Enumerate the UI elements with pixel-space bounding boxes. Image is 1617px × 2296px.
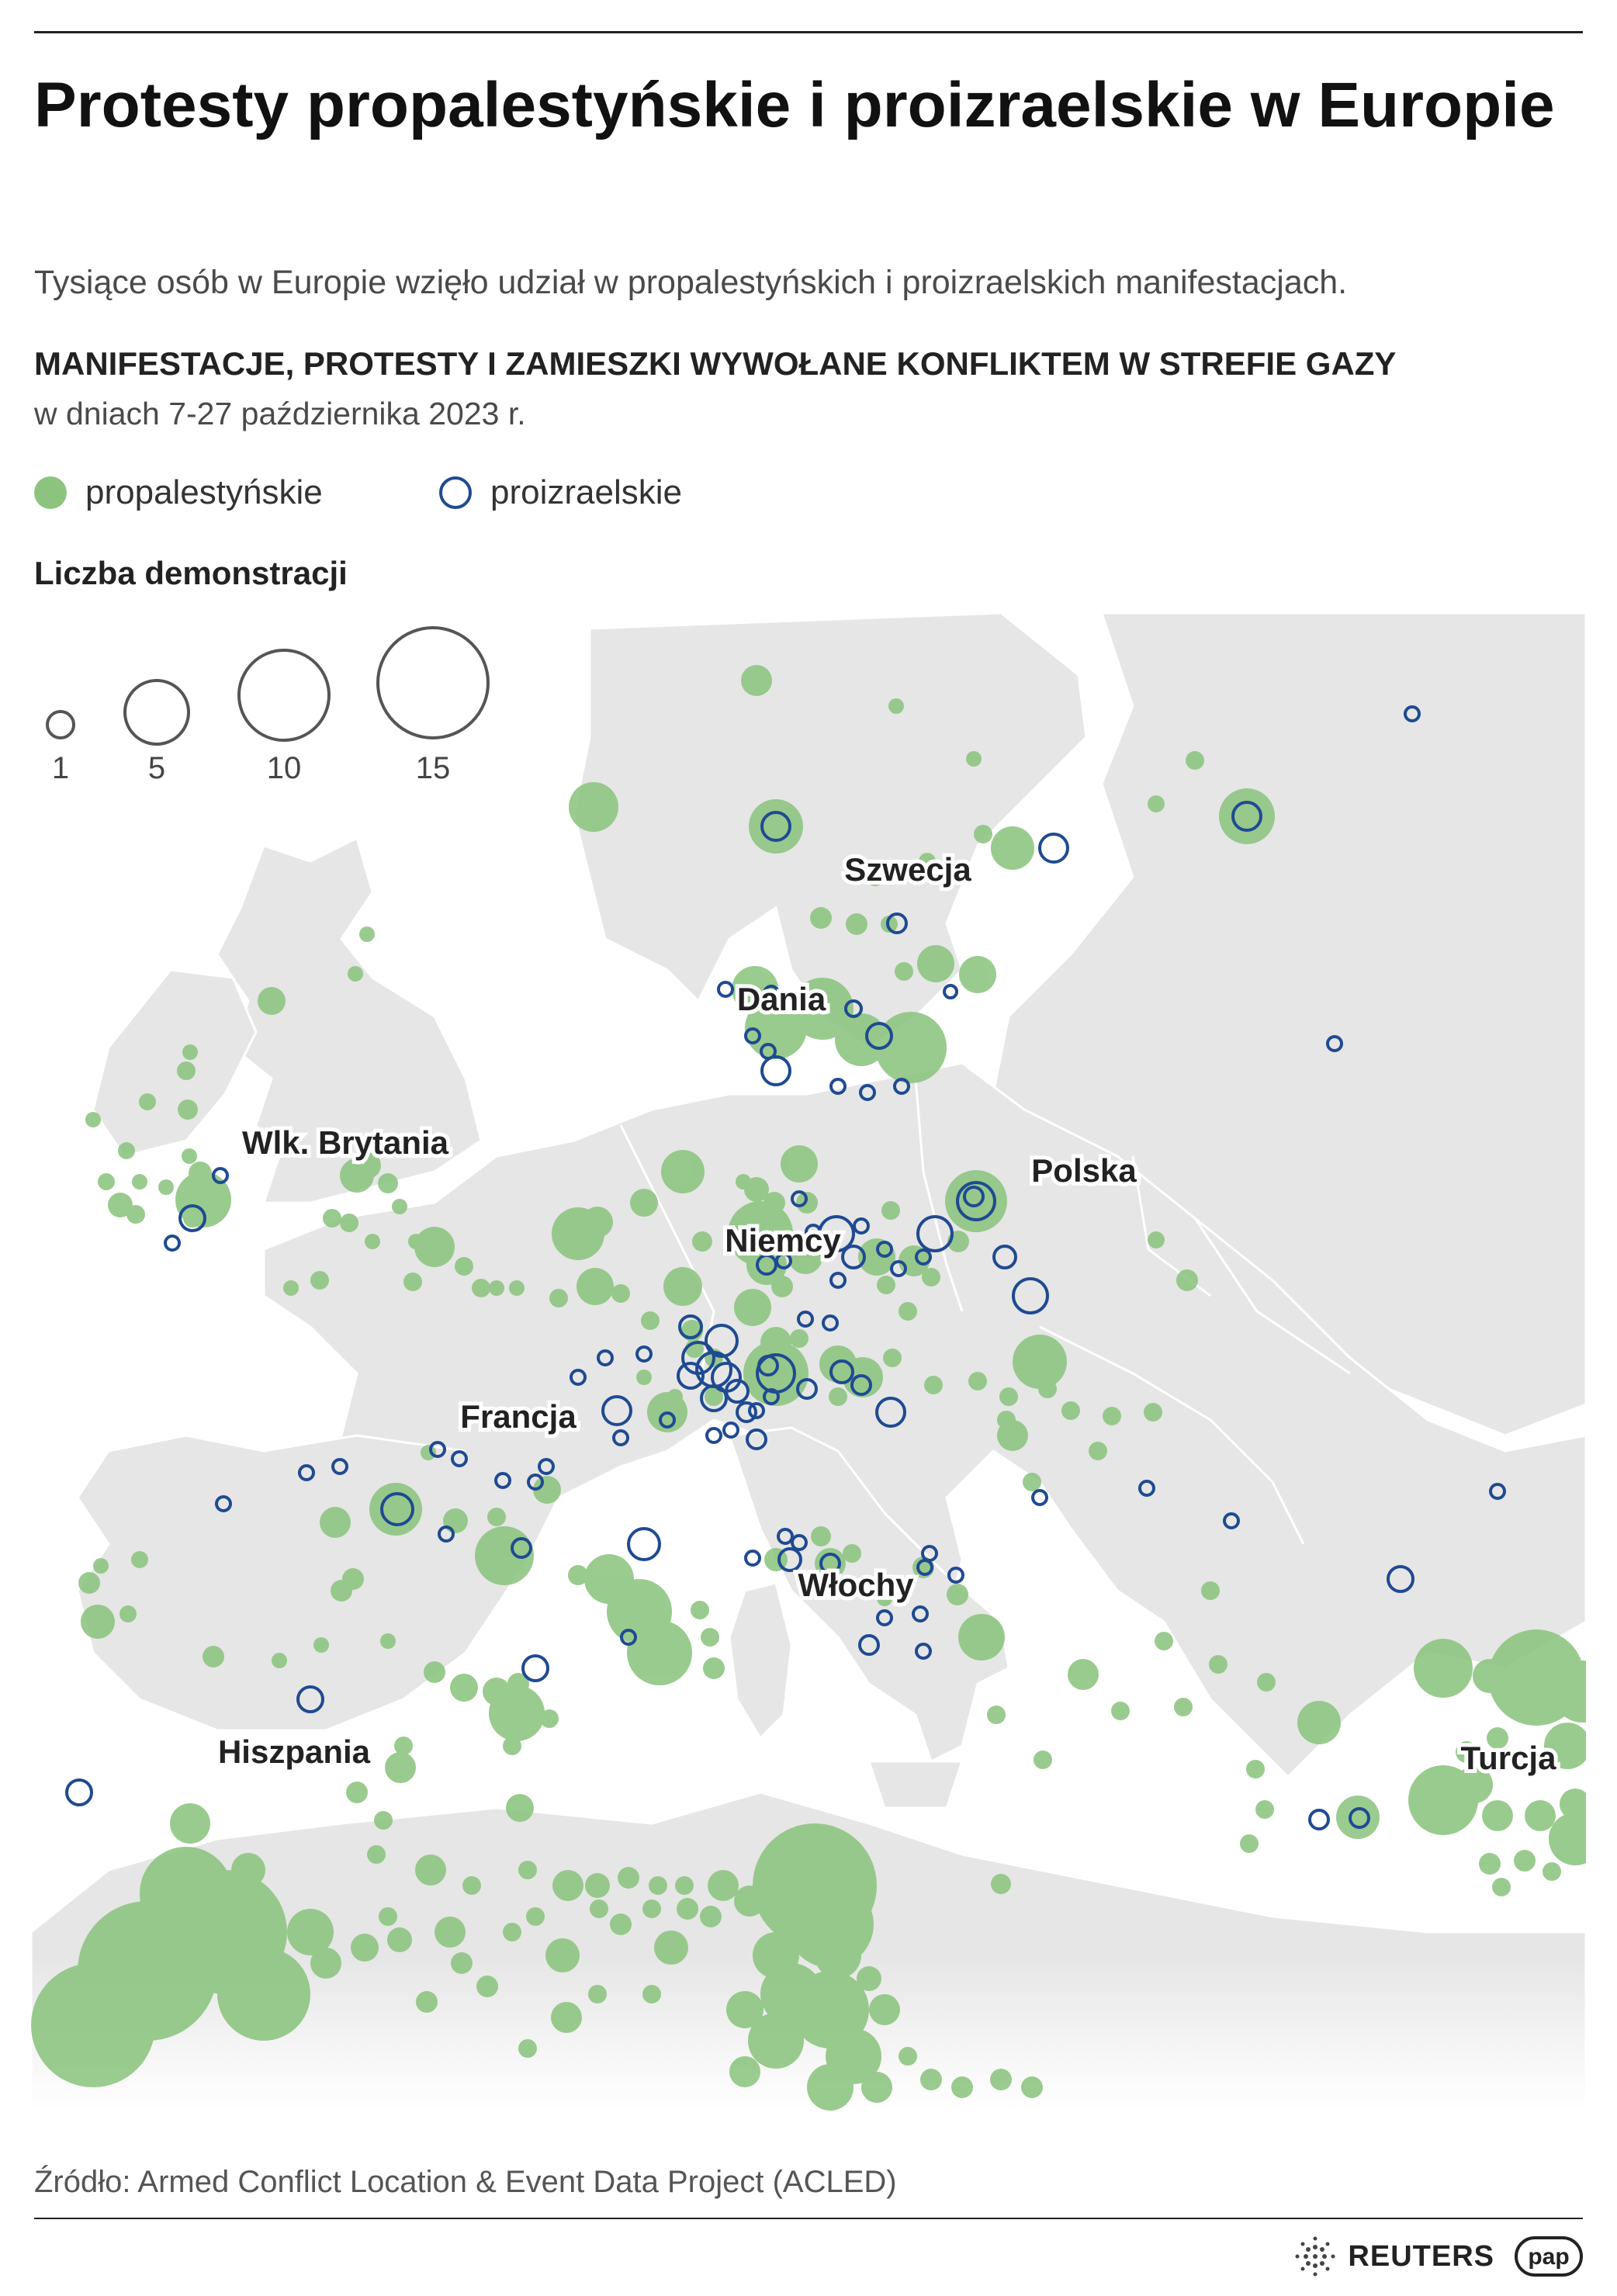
pro-palestinian-marker xyxy=(815,1932,861,1979)
pro-israeli-marker xyxy=(707,1429,721,1442)
pro-palestinian-marker xyxy=(582,1207,613,1238)
pro-palestinian-marker xyxy=(924,1376,943,1394)
pro-palestinian-marker xyxy=(577,1268,614,1305)
pro-israeli-marker xyxy=(165,1236,179,1250)
pro-palestinian-marker xyxy=(450,1674,478,1702)
pro-palestinian-marker xyxy=(374,1811,393,1830)
pro-palestinian-marker xyxy=(568,1565,588,1585)
pro-palestinian-marker xyxy=(829,1387,847,1406)
pro-israeli-marker xyxy=(944,985,957,998)
pro-palestinian-marker xyxy=(170,1803,210,1844)
pro-palestinian-marker xyxy=(700,1906,722,1927)
pro-palestinian-marker xyxy=(476,1976,498,1997)
reuters-wordmark: REUTERS xyxy=(1348,2239,1494,2273)
pro-palestinian-marker xyxy=(1543,1862,1561,1881)
page-subtitle: Tysiące osób w Europie wzięło udział w propalestyńskich i proizraelskich manifestacjach. xyxy=(34,264,1348,301)
label-germany: Niemcy xyxy=(725,1222,841,1259)
size-legend-circle-5 xyxy=(125,680,189,744)
size-legend-label-1: 1 xyxy=(51,751,70,785)
pro-palestinian-marker xyxy=(78,1572,100,1594)
pro-israeli-marker xyxy=(67,1780,92,1805)
pro-palestinian-marker xyxy=(569,782,618,832)
pro-palestinian-marker xyxy=(649,1876,667,1895)
pro-palestinian-marker xyxy=(990,2069,1012,2090)
pro-palestinian-marker xyxy=(1176,1269,1198,1291)
pro-palestinian-marker xyxy=(351,1934,379,1962)
pro-palestinian-marker xyxy=(1414,1639,1473,1698)
pro-palestinian-marker xyxy=(661,1150,705,1193)
pro-palestinian-marker xyxy=(1297,1701,1341,1744)
pro-palestinian-marker xyxy=(947,1584,968,1605)
pro-israeli-marker xyxy=(718,982,732,996)
pro-palestinian-marker xyxy=(807,2064,854,2111)
pro-palestinian-marker xyxy=(118,1142,135,1159)
pro-israeli-marker xyxy=(1040,834,1068,862)
pro-palestinian-marker xyxy=(883,1349,902,1367)
pro-palestinian-marker xyxy=(966,751,982,767)
pro-palestinian-marker xyxy=(1209,1655,1227,1674)
pro-palestinian-marker xyxy=(781,1145,818,1183)
pro-israeli-marker xyxy=(1310,1810,1328,1829)
pro-palestinian-marker xyxy=(796,1192,818,1214)
label-denmark: Dania xyxy=(736,981,826,1017)
pro-palestinian-marker xyxy=(177,1061,196,1080)
pro-palestinian-marker xyxy=(899,1302,917,1321)
pro-palestinian-marker xyxy=(920,2069,942,2090)
pro-palestinian-marker xyxy=(506,1794,534,1822)
size-legend-label-15: 15 xyxy=(415,751,451,785)
pro-palestinian-marker xyxy=(974,825,992,843)
pro-palestinian-marker xyxy=(380,1633,396,1649)
pro-palestinian-marker xyxy=(1103,1407,1121,1425)
pro-palestinian-marker xyxy=(1144,1403,1162,1422)
page-title: Protesty propalestyńskie i proizraelskie w Europie xyxy=(34,70,1555,140)
pro-palestinian-marker xyxy=(139,1093,156,1110)
pro-palestinian-marker xyxy=(1023,1473,1041,1491)
blue-ring-icon xyxy=(439,476,472,509)
land-ireland xyxy=(93,970,256,1156)
pro-palestinian-marker xyxy=(487,1508,506,1526)
label-uk: Wlk. Brytania xyxy=(241,1124,449,1161)
pro-palestinian-marker xyxy=(895,962,913,981)
pro-palestinian-marker xyxy=(701,1628,719,1647)
pro-palestinian-marker xyxy=(1068,1659,1099,1690)
pro-palestinian-marker xyxy=(1034,1751,1052,1769)
pro-palestinian-marker xyxy=(340,1214,358,1232)
pro-palestinian-marker xyxy=(131,1551,148,1568)
pro-palestinian-marker xyxy=(811,1526,831,1546)
pro-palestinian-marker xyxy=(642,1985,661,2003)
pro-palestinian-marker xyxy=(1174,1698,1193,1716)
pro-palestinian-marker xyxy=(922,1268,940,1287)
pro-palestinian-marker xyxy=(518,1861,537,1879)
pro-palestinian-marker xyxy=(1155,1632,1173,1650)
pro-palestinian-marker xyxy=(1186,751,1204,770)
pro-palestinian-marker xyxy=(1479,1853,1501,1875)
legend-pro-palestinian xyxy=(34,473,323,512)
pro-palestinian-marker xyxy=(846,913,867,935)
pro-palestinian-marker xyxy=(313,1637,329,1653)
pro-palestinian-marker xyxy=(899,2047,917,2066)
pro-palestinian-marker xyxy=(590,1899,608,1918)
legend-pro-israeli-label: proizraelskie xyxy=(490,473,682,511)
pro-palestinian-marker xyxy=(518,2039,537,2058)
pro-palestinian-marker xyxy=(182,1044,198,1060)
pro-palestinian-marker xyxy=(503,1923,521,1941)
pro-palestinian-marker xyxy=(627,1620,692,1685)
pro-palestinian-marker xyxy=(367,1845,386,1864)
label-spain: Hiszpania xyxy=(217,1733,371,1770)
pro-palestinian-marker xyxy=(283,1280,299,1296)
pro-palestinian-marker xyxy=(917,945,954,982)
pro-palestinian-marker xyxy=(545,1938,580,1972)
pro-palestinian-marker xyxy=(31,1963,155,2087)
pro-israeli-marker xyxy=(1033,1491,1047,1505)
size-legend-title: Liczba demonstracji xyxy=(34,555,348,591)
pro-palestinian-marker xyxy=(1013,1335,1067,1389)
legend-pro-palestinian-label: propalestyńskie xyxy=(85,473,323,511)
pro-palestinian-marker xyxy=(691,1601,709,1619)
land-sicily xyxy=(869,1761,962,1808)
pro-palestinian-marker xyxy=(843,1544,861,1563)
pro-palestinian-marker xyxy=(320,1507,351,1538)
pro-palestinian-marker xyxy=(119,1605,137,1622)
pro-palestinian-marker xyxy=(734,1289,771,1326)
pro-palestinian-marker xyxy=(342,1568,364,1590)
pro-israeli-marker xyxy=(628,1529,660,1560)
pro-palestinian-marker xyxy=(489,1685,545,1741)
section-date-range: w dniach 7-27 października 2023 r. xyxy=(34,396,526,431)
pro-palestinian-marker xyxy=(1089,1442,1107,1460)
legend-pro-israeli xyxy=(439,473,682,512)
pro-palestinian-marker xyxy=(549,1289,568,1307)
pro-palestinian-marker xyxy=(1201,1581,1220,1600)
section-title: MANIFESTACJE, PROTESTY I ZAMIESZKI WYWOŁANE KONFLIKTEM W STREFIE GAZY xyxy=(34,345,1397,382)
pro-palestinian-marker xyxy=(98,1173,115,1190)
pro-palestinian-marker xyxy=(726,1991,763,2028)
pro-palestinian-marker xyxy=(348,966,363,982)
pro-palestinian-marker xyxy=(462,1876,481,1895)
pro-palestinian-marker xyxy=(999,1387,1018,1406)
pro-palestinian-marker xyxy=(958,1614,1005,1661)
pro-palestinian-marker xyxy=(692,1231,712,1252)
size-legend-circle-15 xyxy=(378,628,488,738)
pro-israeli-marker xyxy=(762,1057,790,1085)
pro-palestinian-marker xyxy=(677,1898,698,1920)
label-turkey: Turcja xyxy=(1460,1740,1556,1776)
pro-palestinian-marker xyxy=(1492,1878,1511,1896)
size-legend-label-10: 10 xyxy=(266,751,302,785)
pro-palestinian-marker xyxy=(729,2056,760,2087)
pro-palestinian-marker xyxy=(1240,1834,1259,1853)
pro-palestinian-marker xyxy=(611,1284,630,1303)
pro-palestinian-marker xyxy=(394,1737,413,1755)
pro-palestinian-marker xyxy=(654,1931,688,1965)
source-note: Źródło: Armed Conflict Location & Event Data Project (ACLED) xyxy=(34,2165,897,2199)
pro-palestinian-marker xyxy=(403,1273,422,1291)
pro-palestinian-marker xyxy=(1255,1800,1274,1819)
pro-palestinian-marker xyxy=(392,1199,407,1214)
pro-palestinian-marker xyxy=(888,698,904,714)
pro-palestinian-marker xyxy=(1021,2076,1043,2098)
pro-palestinian-marker xyxy=(182,1148,197,1164)
pro-palestinian-marker xyxy=(158,1179,174,1195)
pro-palestinian-marker xyxy=(540,1709,559,1728)
europe-map xyxy=(31,613,1586,2111)
pro-palestinian-marker xyxy=(416,1991,438,2013)
pro-palestinian-marker xyxy=(272,1653,287,1668)
pro-palestinian-marker xyxy=(790,1329,808,1348)
pro-palestinian-marker xyxy=(618,1867,639,1889)
pro-palestinian-marker xyxy=(987,1706,1006,1724)
pro-palestinian-marker xyxy=(526,1907,545,1926)
pro-palestinian-marker xyxy=(945,1170,1007,1232)
pro-palestinian-marker xyxy=(310,1948,341,1979)
pro-palestinian-marker xyxy=(379,1907,397,1926)
pap-wordmark: pap xyxy=(1528,2244,1570,2270)
pro-palestinian-marker xyxy=(636,1370,652,1385)
pro-palestinian-marker xyxy=(959,956,996,993)
pro-palestinian-marker xyxy=(771,1276,793,1297)
pro-palestinian-marker xyxy=(85,1112,101,1127)
pro-palestinian-marker xyxy=(81,1605,115,1639)
pro-israeli-marker xyxy=(523,1656,548,1681)
pro-palestinian-marker xyxy=(951,2076,973,2098)
pro-palestinian-marker xyxy=(588,1985,607,2003)
pro-palestinian-marker xyxy=(810,907,832,929)
pro-palestinian-marker xyxy=(749,799,803,854)
pro-israeli-marker xyxy=(746,1551,760,1565)
pro-palestinian-marker xyxy=(663,1267,702,1306)
pro-palestinian-marker xyxy=(675,1876,694,1895)
pro-palestinian-marker xyxy=(387,1927,412,1952)
pro-palestinian-marker xyxy=(415,1854,446,1886)
label-poland: Polska xyxy=(1031,1152,1137,1189)
size-legend-circle-1 xyxy=(47,712,74,738)
pro-palestinian-marker xyxy=(489,1280,504,1296)
pro-palestinian-marker xyxy=(881,1201,900,1220)
pro-palestinian-marker xyxy=(869,1994,900,2025)
pro-palestinian-marker xyxy=(359,926,375,942)
pro-palestinian-marker xyxy=(217,1948,310,2041)
pro-palestinian-marker xyxy=(509,1280,525,1296)
pro-palestinian-marker xyxy=(642,1899,661,1918)
pro-palestinian-marker xyxy=(1061,1401,1080,1420)
green-dot-icon xyxy=(34,476,67,509)
pro-palestinian-marker xyxy=(551,2002,582,2033)
pro-palestinian-marker xyxy=(708,1870,739,1901)
pro-palestinian-marker xyxy=(1148,795,1165,812)
pro-palestinian-marker xyxy=(610,1913,632,1935)
pro-palestinian-marker xyxy=(1336,1796,1380,1839)
pro-palestinian-marker xyxy=(365,1234,380,1249)
pro-palestinian-marker xyxy=(132,1174,147,1190)
pro-palestinian-marker xyxy=(455,1257,473,1276)
land-corsica-sardinia xyxy=(729,1583,791,1738)
pro-palestinian-marker xyxy=(736,1174,751,1190)
pro-palestinian-marker xyxy=(443,1508,468,1533)
pro-palestinian-marker xyxy=(1246,1760,1265,1778)
pro-palestinian-marker xyxy=(1482,1800,1513,1831)
pro-palestinian-marker xyxy=(93,1558,109,1574)
pro-palestinian-marker xyxy=(1148,1231,1165,1248)
pro-palestinian-marker xyxy=(991,826,1034,870)
pap-logo-icon xyxy=(1515,2236,1583,2277)
pro-palestinian-marker xyxy=(991,1874,1011,1894)
pro-palestinian-marker xyxy=(1111,1702,1130,1720)
pro-palestinian-marker xyxy=(703,1657,725,1679)
pro-palestinian-marker xyxy=(472,1279,490,1297)
size-legend-label-5: 5 xyxy=(147,751,166,785)
bottom-rule xyxy=(34,2218,1583,2219)
pro-palestinian-marker xyxy=(378,1173,398,1193)
pro-palestinian-marker xyxy=(1257,1673,1276,1692)
pro-palestinian-marker xyxy=(414,1227,455,1267)
label-italy: Włochy xyxy=(798,1567,914,1603)
pro-palestinian-marker xyxy=(323,1209,341,1228)
pro-palestinian-marker xyxy=(968,1372,987,1390)
pro-palestinian-marker xyxy=(1525,1800,1556,1831)
pro-palestinian-marker xyxy=(1514,1850,1536,1872)
pro-palestinian-marker xyxy=(585,1873,610,1898)
pro-palestinian-marker xyxy=(857,1966,881,1991)
pro-palestinian-marker xyxy=(126,1205,145,1224)
pro-palestinian-marker xyxy=(877,1276,895,1294)
pro-palestinian-marker xyxy=(435,1917,466,1948)
logos xyxy=(1293,2235,1583,2278)
label-france: Francja xyxy=(460,1398,577,1435)
label-sweden: Szwecja xyxy=(844,851,971,888)
pro-palestinian-marker xyxy=(552,1870,583,1901)
pro-palestinian-marker xyxy=(997,1420,1028,1451)
pro-palestinian-marker xyxy=(424,1661,445,1683)
pro-palestinian-marker xyxy=(346,1782,368,1803)
reuters-logo-icon xyxy=(1293,2235,1337,2278)
pro-palestinian-marker xyxy=(641,1311,660,1330)
pro-palestinian-marker xyxy=(310,1271,329,1290)
pro-palestinian-marker xyxy=(503,1737,521,1755)
size-legend xyxy=(47,628,488,785)
pro-palestinian-marker xyxy=(741,665,772,696)
pro-palestinian-marker xyxy=(385,1752,416,1783)
pro-palestinian-marker xyxy=(203,1646,224,1667)
pro-palestinian-marker xyxy=(1219,788,1275,844)
pro-palestinian-marker xyxy=(861,2072,892,2103)
pro-palestinian-marker xyxy=(178,1100,198,1120)
pro-palestinian-marker xyxy=(421,1445,436,1460)
pro-palestinian-marker xyxy=(630,1189,658,1217)
size-legend-circle-10 xyxy=(239,650,329,740)
pro-palestinian-marker xyxy=(258,987,286,1015)
top-rule xyxy=(34,31,1583,33)
pro-palestinian-marker xyxy=(451,1952,473,1974)
